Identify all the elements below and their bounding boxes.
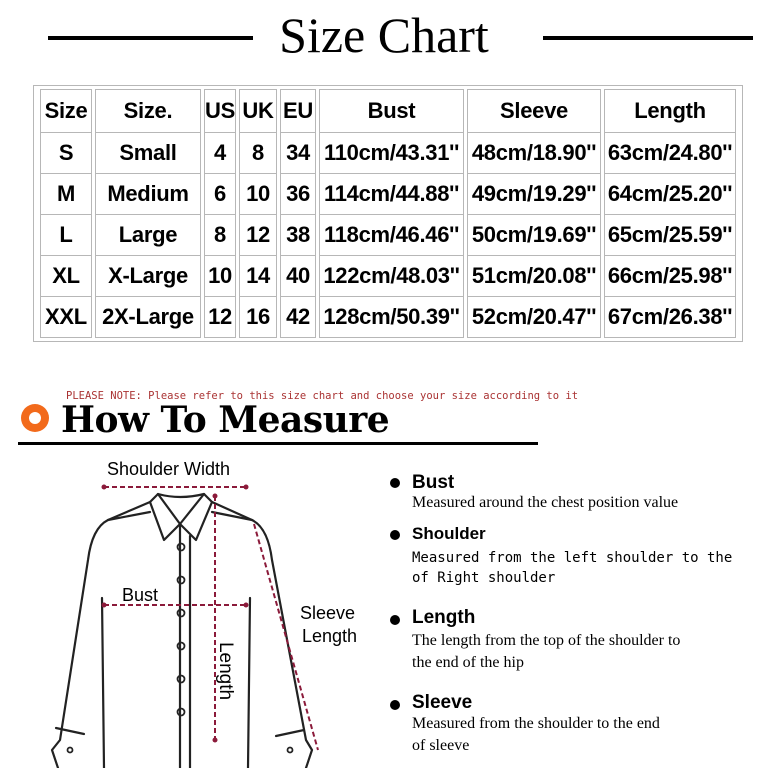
sleeve-label-line1: Sleeve [300, 603, 356, 623]
table-cell: XXL [40, 297, 92, 338]
table-cell: Medium [95, 174, 201, 215]
table-row [40, 133, 736, 174]
table-cell: 65cm/25.59'' [604, 215, 736, 256]
table-cell: X-Large [95, 256, 201, 297]
button-icon [68, 748, 73, 753]
table-cell: 128cm/50.39'' [319, 297, 464, 338]
measure-item-shoulder: Shoulder Measured from the left shoulder to the of Right shoulder [390, 524, 760, 594]
bust-label: Bust [122, 585, 159, 605]
table-header-cell: US [204, 89, 236, 133]
table-header-row [40, 89, 736, 133]
table-cell: 52cm/20.47'' [467, 297, 601, 338]
table-cell: 34 [280, 133, 316, 174]
shoulder-width-label: Shoulder Width [107, 459, 231, 479]
table-cell: L [40, 215, 92, 256]
sleeve-label-line2: Length [302, 626, 358, 646]
how-to-measure-title: How To Measure [61, 399, 390, 441]
bullet-icon [390, 615, 400, 625]
table-cell: 48cm/18.90'' [467, 133, 601, 174]
circle-bullet-icon [21, 404, 49, 432]
table-header-cell: Size [40, 89, 92, 133]
table-cell: 12 [239, 215, 277, 256]
table-cell: 12 [204, 297, 236, 338]
table-header-cell: Sleeve [467, 89, 601, 133]
table-cell: 64cm/25.20'' [604, 174, 736, 215]
how-to-measure-rule [18, 442, 538, 445]
table-header-cell: UK [239, 89, 277, 133]
button-icon [288, 748, 293, 753]
table-cell: 51cm/20.08'' [467, 256, 601, 297]
measure-item-bust: Bust Measured around the chest position value [390, 472, 760, 522]
table-header-cell: Bust [319, 89, 464, 133]
table-cell: XL [40, 256, 92, 297]
shirt-body-left [52, 502, 150, 768]
table-cell: 49cm/19.29'' [467, 174, 601, 215]
table-cell: 10 [239, 174, 277, 215]
shirt-side-right [248, 598, 250, 768]
table-header-cell: EU [280, 89, 316, 133]
shirt-body-right [212, 502, 312, 768]
table-cell: 50cm/19.69'' [467, 215, 601, 256]
table-cell: 38 [280, 215, 316, 256]
size-note: PLEASE NOTE: Please refer to this size chart and choose your size according to it [66, 390, 579, 402]
table-cell: 118cm/46.46'' [319, 215, 464, 256]
table-row [40, 297, 736, 338]
measure-item-sleeve: Sleeve Measured from the shoulder to the end of sleeve [390, 692, 760, 762]
shirt-side-left [102, 598, 104, 768]
page-title: Size Chart [279, 7, 489, 63]
table-cell: Large [95, 215, 201, 256]
table-cell: 67cm/26.38'' [604, 297, 736, 338]
table-cell: 6 [204, 174, 236, 215]
table-cell: 42 [280, 297, 316, 338]
table-cell: Small [95, 133, 201, 174]
table-cell: 66cm/25.98'' [604, 256, 736, 297]
table-row [40, 215, 736, 256]
table-cell: S [40, 133, 92, 174]
table-cell: 10 [204, 256, 236, 297]
measure-item-length: Length The length from the top of the shoulder to the end of the hip [390, 607, 760, 677]
bullet-icon [390, 700, 400, 710]
bullet-icon [390, 478, 400, 488]
table-cell: 63cm/24.80'' [604, 133, 736, 174]
table-cell: 8 [204, 215, 236, 256]
table-cell: 40 [280, 256, 316, 297]
table-cell: 14 [239, 256, 277, 297]
table-header-cell: Size. [95, 89, 201, 133]
table-row [40, 256, 736, 297]
table-cell: 114cm/44.88'' [319, 174, 464, 215]
table-cell: 36 [280, 174, 316, 215]
table-row [40, 174, 736, 215]
table-cell: 2X-Large [95, 297, 201, 338]
table-header-cell: Length [604, 89, 736, 133]
table-cell: 4 [204, 133, 236, 174]
table-cell: 122cm/48.03'' [319, 256, 464, 297]
bullet-icon [390, 530, 400, 540]
length-label: Length [215, 641, 237, 701]
table-cell: M [40, 174, 92, 215]
size-table [33, 85, 743, 342]
table-cell: 8 [239, 133, 277, 174]
table-cell: 16 [239, 297, 277, 338]
table-cell: 110cm/43.31'' [319, 133, 464, 174]
